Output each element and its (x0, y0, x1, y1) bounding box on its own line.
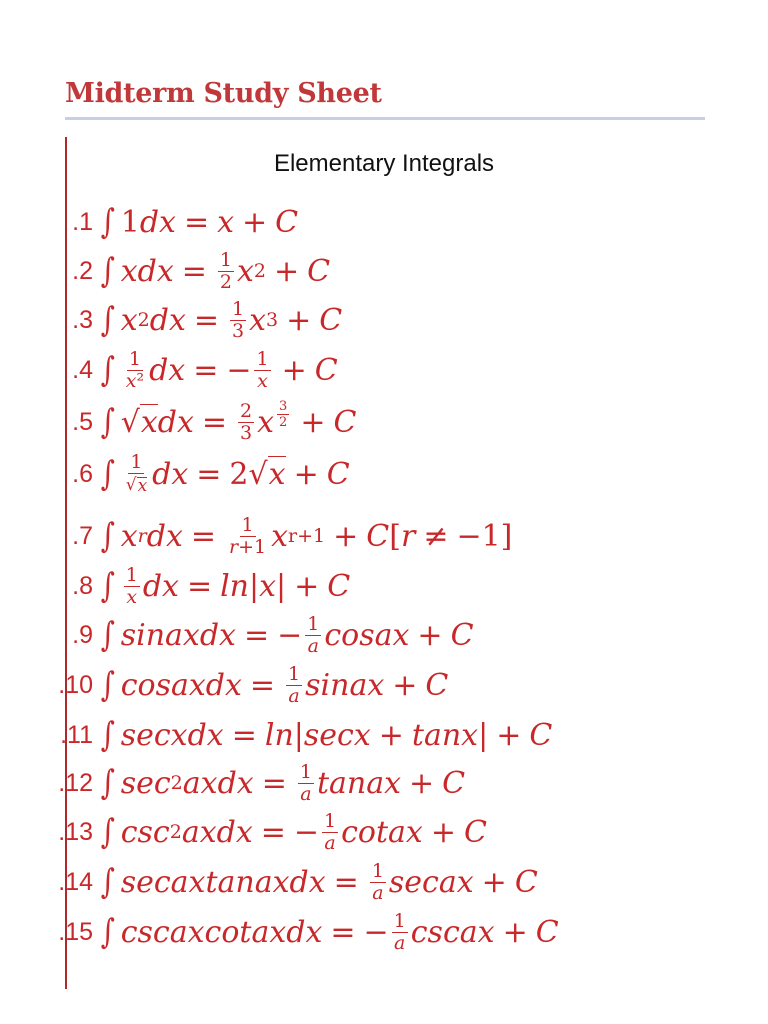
formula-expression: ∫ csc 2 axdx = − $\frac{1}{a}$ cotax + C (100, 809, 487, 854)
formula-expression: ∫ secxdx = ln | secx + tanx | + C (100, 715, 553, 755)
formula-8 (63, 562, 350, 610)
section-title: Elementary Integrals (273, 150, 495, 177)
formula-expression: ∫ x r dx = $\frac{1}{r+1}$ x r+1 + C [ r ≠ −1] (100, 513, 513, 558)
formula-expression: ∫ $\frac{1}{x}$ dx = ln | x | + C (100, 563, 351, 608)
formula-number: 3. (72, 305, 93, 334)
title-divider (65, 117, 705, 120)
formula-7 (63, 512, 512, 560)
formula-expression: ∫ cosaxdx = $\frac{1}{a}$ sinax + C (100, 662, 449, 707)
formula-10 (58, 661, 449, 709)
formula-5 (63, 398, 356, 446)
formula-expression: ∫ √ x dx = $\frac{2}{3}$ x $\frac{3}{2}$ + C (100, 398, 357, 444)
formula-expression: ∫ $\frac{1}{\text{x²}}$ dx = − $\frac{1}{x}$ + C (100, 347, 338, 392)
formula-expression: ∫ sec 2 axdx = $\frac{1}{a}$ tanax + C (100, 760, 466, 805)
formula-4 (63, 346, 338, 394)
page-title: Midterm Study Sheet (65, 78, 382, 109)
formula-13 (58, 808, 487, 856)
formula-number: 4. (72, 355, 93, 384)
formula-11 (60, 711, 553, 759)
formula-expression: ∫ cscaxcotaxdx = − $\frac{1}{a}$ cscax + C (100, 909, 559, 954)
formula-number: 11. (60, 720, 93, 749)
formula-number: 14. (58, 867, 93, 896)
formula-expression: ∫ secaxtanaxdx = $\frac{1}{a}$ secax + C (100, 859, 538, 904)
formula-3 (63, 296, 342, 344)
formula-number: 12. (58, 768, 93, 797)
formula-expression: ∫ sinaxdx = − $\frac{1}{a}$ cosax + C (100, 612, 474, 657)
formula-number: 1. (72, 207, 93, 236)
formula-1 (63, 198, 298, 246)
formula-15 (58, 908, 559, 956)
formula-14 (58, 858, 538, 906)
formula-number: 2. (72, 256, 93, 285)
formula-expression: ∫ 1 dx = x + C (100, 202, 299, 242)
formula-12 (58, 759, 466, 807)
formula-number: 9. (72, 620, 93, 649)
formula-number: 15. (58, 917, 93, 946)
formula-expression: ∫ xdx = $\frac{1}{2}$ x 2 + C (100, 248, 331, 293)
formula-number: 13. (58, 817, 93, 846)
formula-number: 5. (72, 407, 93, 436)
formula-6 (63, 450, 350, 498)
formula-number: 6. (72, 459, 93, 488)
formula-expression: ∫ x 2 dx = $\frac{1}{3}$ x 3 + C (100, 297, 343, 342)
formula-number: 10. (58, 670, 93, 699)
formula-9 (63, 611, 474, 659)
formula-number: 8. (72, 571, 93, 600)
formula-2 (63, 247, 330, 295)
formula-number: 7. (72, 521, 93, 550)
formula-expression: ∫ 1 √ x dx = 2 √ x + C (100, 451, 350, 496)
